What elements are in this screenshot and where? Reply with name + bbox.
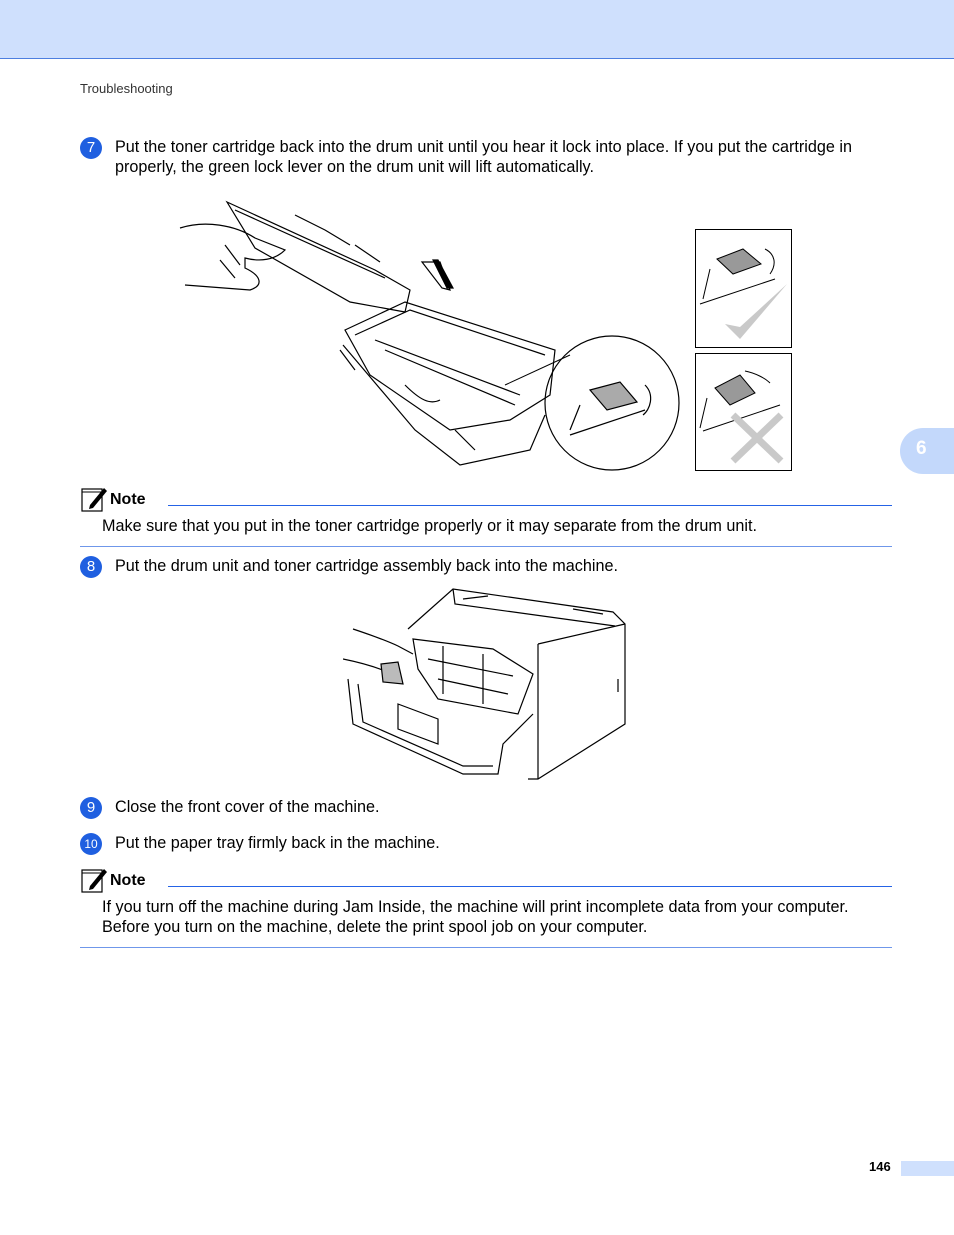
step-number-badge: 8 (80, 556, 102, 578)
note-bottom-rule (80, 546, 892, 547)
note-1 (80, 485, 892, 547)
pencil-note-icon (80, 485, 108, 513)
note-bottom-rule (80, 947, 892, 948)
step-text: Close the front cover of the machine. (115, 798, 380, 816)
lever-incorrect-panel (695, 353, 792, 471)
note-2 (80, 866, 892, 948)
running-header: Troubleshooting (80, 81, 173, 96)
machine-assembly-illustration (343, 584, 629, 784)
step-number-badge: 9 (80, 797, 102, 819)
step-text: Put the drum unit and toner cartridge assembly back into the machine. (115, 557, 618, 575)
page-number: 146 (869, 1159, 891, 1174)
note-rule (168, 886, 892, 887)
note-rule (168, 505, 892, 506)
step-number-badge: 10 (80, 833, 102, 855)
toner-drum-illustration (175, 190, 695, 475)
chapter-number: 6 (916, 438, 927, 459)
footer-bar (901, 1161, 954, 1176)
pencil-note-icon (80, 866, 108, 894)
step-text: Put the paper tray firmly back in the machine. (115, 834, 440, 852)
note-label: Note (110, 491, 146, 508)
chapter-tab (900, 428, 954, 474)
lever-correct-panel (695, 229, 792, 348)
note-text: If you turn off the machine during Jam Inside, the machine will print incomplete data from your computer. Before you turn on the machine, delete the print spool job on your computer. (102, 898, 849, 936)
header-band (0, 0, 954, 59)
step-text: Put the toner cartridge back into the drum unit until you hear it lock into place. If you put the cartridge in properly, the green lock lever on the drum unit will lift automatically. (115, 138, 852, 176)
note-text: Make sure that you put in the toner cartridge properly or it may separate from the drum unit. (102, 517, 758, 535)
note-label: Note (110, 872, 146, 889)
step-number-badge: 7 (80, 137, 102, 159)
